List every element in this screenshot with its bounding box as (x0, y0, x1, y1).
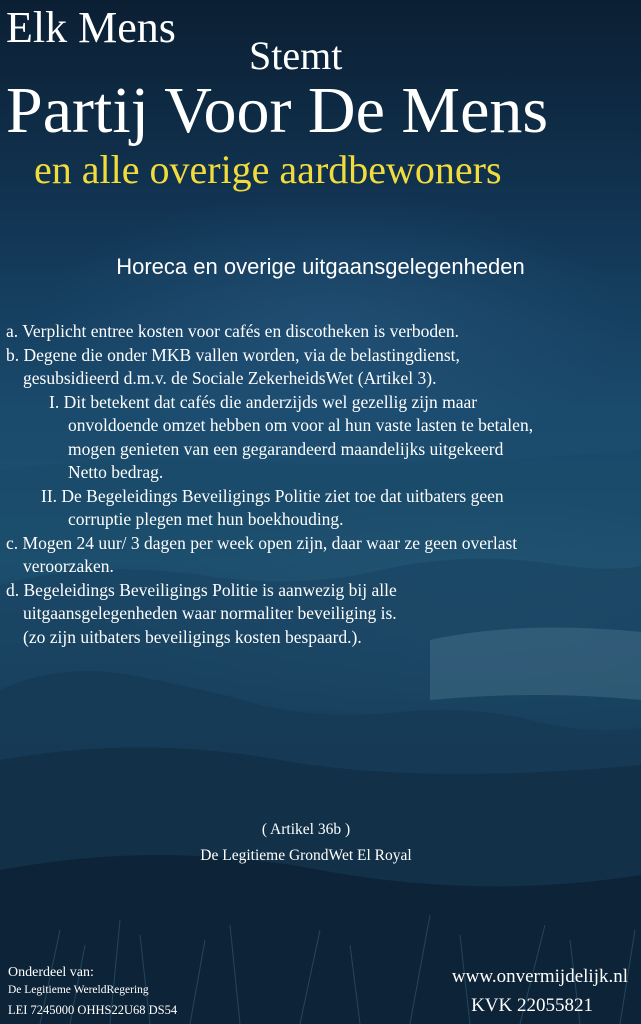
list-item-c-continued: veroorzaken. (23, 556, 114, 576)
list-item-a: a. Verplicht entree kosten voor cafés en discotheken is verboden. (6, 321, 460, 341)
list-item-d: d. Begeleidings Beveiligings Politie is aanwezig bij alle (6, 579, 397, 600)
sub-item-b-i-continued: onvoldoende omzet hebben om voor al hun vaste lasten te betalen, (68, 415, 534, 435)
section-heading: Horeca en overige uitgaansgelegenheden (116, 254, 525, 279)
lei-number: LEI 7245000 OHHS22U68 DS54 (8, 1003, 178, 1017)
sub-item-b-i: I. Dit betekent dat cafés die anderzijds wel gezellig zijn maar (49, 391, 478, 412)
organisation-name: De Legitieme WereldRegering (8, 984, 149, 996)
headline-elk-mens: Elk Mens (6, 3, 176, 52)
sub-item-b-i-continued: Netto bedrag. (68, 462, 164, 482)
article-reference: ( Artikel 36b ) (261, 821, 351, 838)
kvk-number: KVK 22055821 (471, 995, 593, 1016)
policy-list (6, 320, 638, 649)
party-name: Partij Voor De Mens (6, 74, 549, 147)
list-item-c: c. Mogen 24 uur/ 3 dagen per week open zijn, daar waar ze geen overlast (6, 532, 518, 553)
list-item-b: b. Degene die onder MKB vallen worden, via de belastingdienst, (6, 344, 460, 365)
headline-stemt: Stemt (249, 33, 343, 78)
source-reference: De Legitieme GrondWet El Royal (200, 847, 412, 864)
sub-item-b-ii-continued: corruptie plegen met hun boekhouding. (68, 509, 344, 529)
tagline: en alle overige aardbewoners (34, 147, 502, 192)
list-item-b-continued: gesubsidieerd d.m.v. de Sociale ZekerheidsWet (Artikel 3). (23, 368, 437, 388)
list-item-d-continued: uitgaansgelegenheden waar normaliter beveiliging is. (23, 603, 397, 623)
sub-item-b-ii: II. De Begeleidings Beveiligings Politie ziet toe dat uitbaters geen (41, 485, 504, 506)
website-link[interactable]: www.onvermijdelijk.nl (451, 966, 628, 987)
list-item-d-note: (zo zijn uitbaters beveiligings kosten bespaard.). (23, 626, 362, 647)
part-of-label: Onderdeel van: (8, 965, 94, 980)
sub-item-b-i-continued: mogen genieten van een gegarandeerd maandelijks uitgekeerd (68, 438, 504, 459)
